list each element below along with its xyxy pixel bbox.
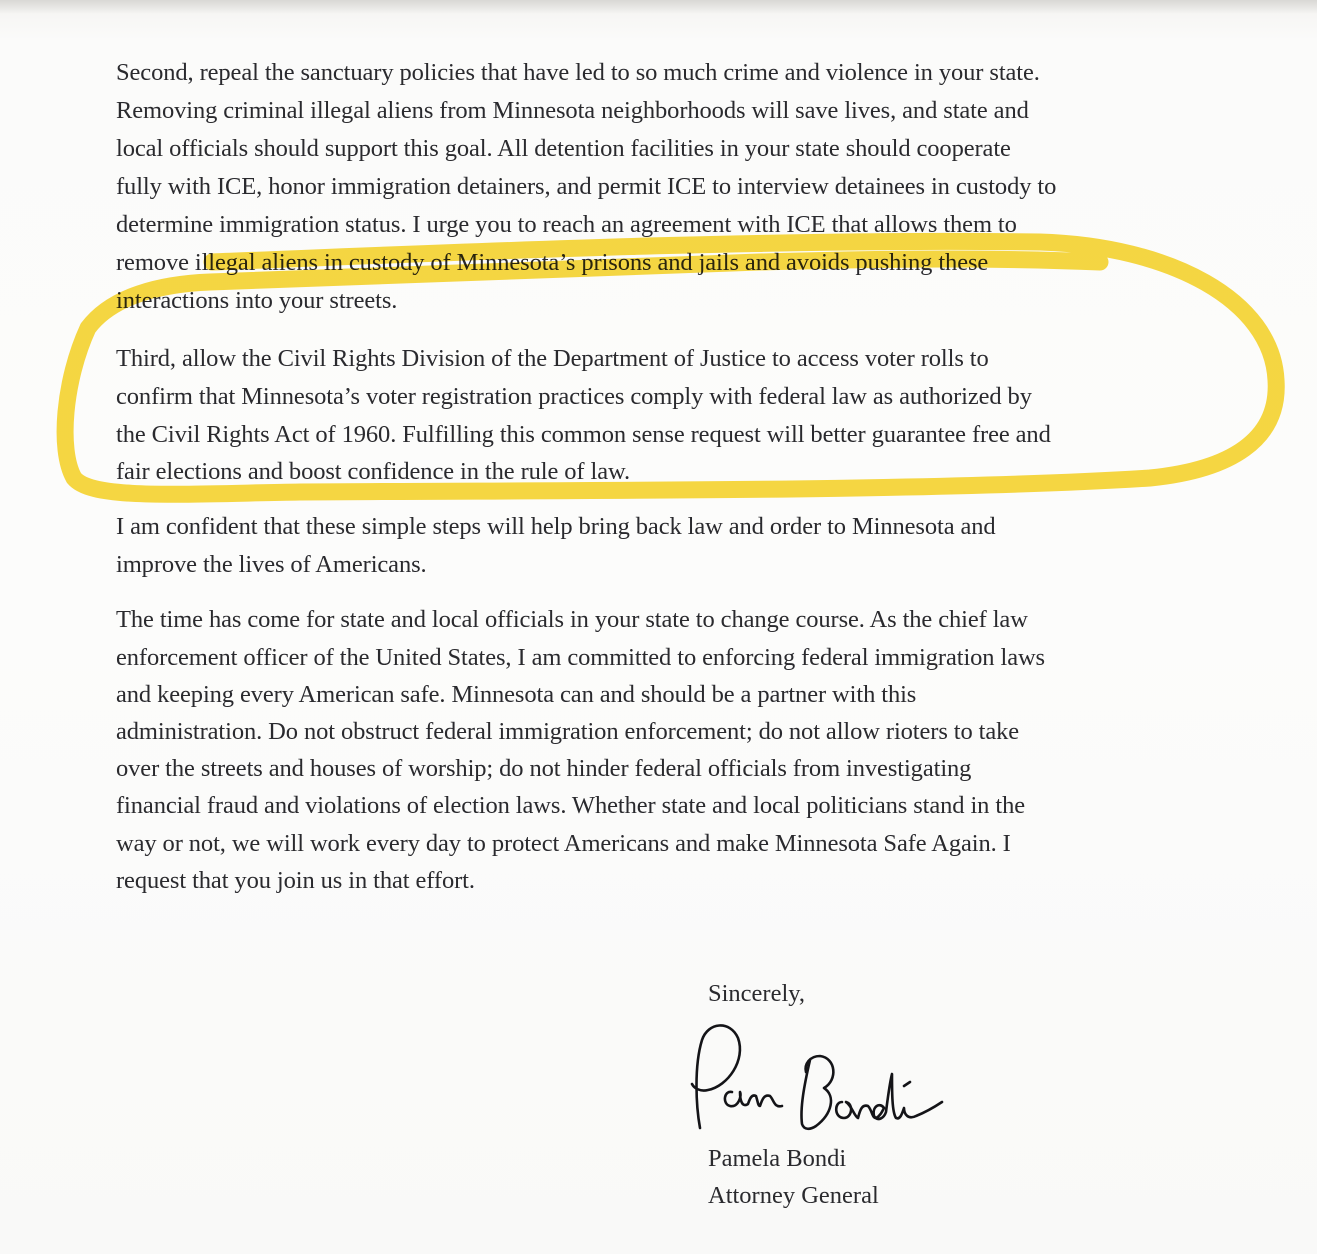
paragraph-4-line-8: request that you join us in that effort. [116,867,475,894]
paragraph-2-line-2: confirm that Minnesota’s voter registration practices comply with federal law as authorized by [116,383,1032,410]
paragraph-4-line-6: financial fraud and violations of election laws. Whether state and local politicians stand in the [116,792,1025,819]
paragraph-4-line-1: The time has come for state and local officials in your state to change course. As the chief law [116,606,1028,633]
paragraph-4-line-7: way or not, we will work every day to protect Americans and make Minnesota Safe Again. I [116,830,1011,857]
paragraph-1-line-5: determine immigration status. I urge you to reach an agreement with ICE that allows them to [116,211,1017,238]
paragraph-1-line-3: local officials should support this goal. All detention facilities in your state should cooperate [116,135,1011,162]
paragraph-2-line-4: fair elections and boost confidence in the rule of law. [116,458,631,485]
paragraph-4-line-4: administration. Do not obstruct federal immigration enforcement; do not allow rioters to take [116,718,1020,745]
paragraph-4-line-3: and keeping every American safe. Minnesota can and should be a partner with this [116,681,917,708]
scan-top-edge [0,0,1317,14]
signer-title: Attorney General [708,1182,879,1209]
paragraph-3-line-1: I am confident that these simple steps will help bring back law and order to Minnesota and [116,513,996,540]
paragraph-1-line-2: Removing criminal illegal aliens from Minnesota neighborhoods will save lives, and state and [116,97,1029,124]
paragraph-4-line-2: enforcement officer of the United States, I am committed to enforcing federal immigration laws [116,644,1045,671]
paragraph-1-line-4: fully with ICE, honor immigration detainers, and permit ICE to interview detainees in custody to [116,173,1057,200]
paragraph-1-line-1: Second, repeal the sanctuary policies that have led to so much crime and violence in your state. [116,59,1040,86]
paragraph-1-line-6: remove illegal aliens in custody of Minnesota’s prisons and jails and avoids pushing these [116,249,989,276]
paragraph-2-line-1: Third, allow the Civil Rights Division of the Department of Justice to access voter rolls to [116,345,989,372]
paragraph-4-line-5: over the streets and houses of worship; do not hinder federal officials from investigating [116,755,972,782]
closing-salutation: Sincerely, [708,980,806,1007]
paragraph-3-line-2: improve the lives of Americans. [116,551,427,578]
signer-name: Pamela Bondi [708,1145,847,1172]
handwritten-signature [686,1016,956,1144]
paragraph-1-line-7: interactions into your streets. [116,287,398,314]
paragraph-2-line-3: the Civil Rights Act of 1960. Fulfilling this common sense request will better guarantee free and [116,421,1051,448]
